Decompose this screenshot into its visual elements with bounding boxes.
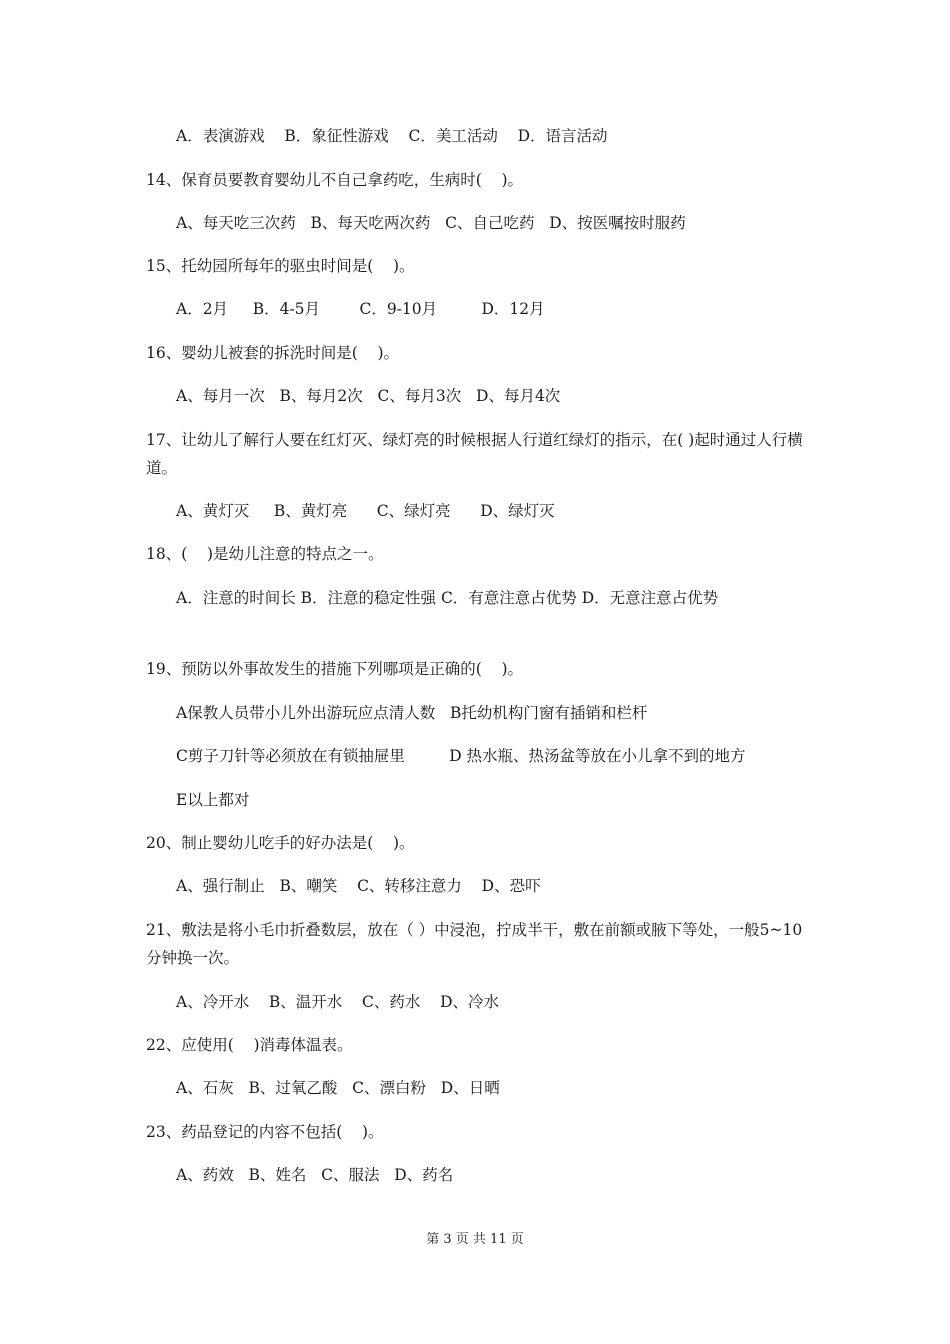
q20-options: A、强行制止 B、嘲笑 C、转移注意力 D、恐吓 — [176, 877, 541, 895]
q18-question: 18、( )是幼儿注意的特点之一。 — [146, 545, 384, 563]
q19-option-c-d: C剪子刀针等必须放在有锁抽屉里 D 热水瓶、热汤盆等放在小儿拿不到的地方 — [176, 747, 746, 765]
q13-options: A．表演游戏 B．象征性游戏 C．美工活动 D．语言活动 — [176, 127, 608, 145]
q23-question: 23、药品登记的内容不包括( )。 — [146, 1123, 384, 1141]
q16-options: A、每月一次 B、每月2次 C、每月3次 D、每月4次 — [176, 387, 561, 405]
q15-question: 15、托幼园所每年的驱虫时间是( )。 — [146, 257, 415, 275]
q17-options: A、黄灯灭 B、黄灯亮 C、绿灯亮 D、绿灯灭 — [176, 502, 555, 520]
q21-options: A、冷开水 B、温开水 C、药水 D、冷水 — [176, 993, 499, 1011]
q16-question: 16、婴幼儿被套的拆洗时间是( )。 — [146, 344, 400, 362]
q23-options: A、药效 B、姓名 C、服法 D、药名 — [176, 1166, 454, 1184]
q18-options: A．注意的时间长 B．注意的稳定性强 C．有意注意占优势 D．无意注意占优势 — [176, 589, 719, 607]
q14-options: A、每天吃三次药 B、每天吃两次药 C、自己吃药 D、按医嘱按时服药 — [176, 214, 686, 232]
q14-question: 14、保育员要教育婴幼儿不自己拿药吃，生病时( )。 — [146, 171, 524, 189]
q17-question: 17、让幼儿了解行人要在红灯灭、绿灯亮的时候根据人行道红绿灯的指示，在( )起时通过人行横道。 — [146, 431, 803, 477]
q22-options: A、石灰 B、过氧乙酸 C、漂白粉 D、日晒 — [176, 1079, 500, 1097]
q15-options: A．2月 B．4-5月 C．9-10月 D．12月 — [176, 300, 545, 318]
page-footer: 第 3 页 共 11 页 — [426, 1232, 524, 1247]
q20-question: 20、制止婴幼儿吃手的好办法是( )。 — [146, 834, 415, 852]
q19-question: 19、预防以外事故发生的措施下列哪项是正确的( )。 — [146, 660, 524, 678]
q19-option-a-b: A保教人员带小儿外出游玩应点清人数 B托幼机构门窗有插销和栏杆 — [176, 704, 648, 722]
q19-option-e: E以上都对 — [176, 791, 250, 809]
q21-question: 21、敷法是将小毛巾折叠数层，放在（ ）中浸泡，拧成半干，敷在前额或腋下等处，一般5~10分钟换一次。 — [146, 921, 803, 967]
q22-question: 22、应使用( )消毒体温表。 — [146, 1036, 353, 1054]
